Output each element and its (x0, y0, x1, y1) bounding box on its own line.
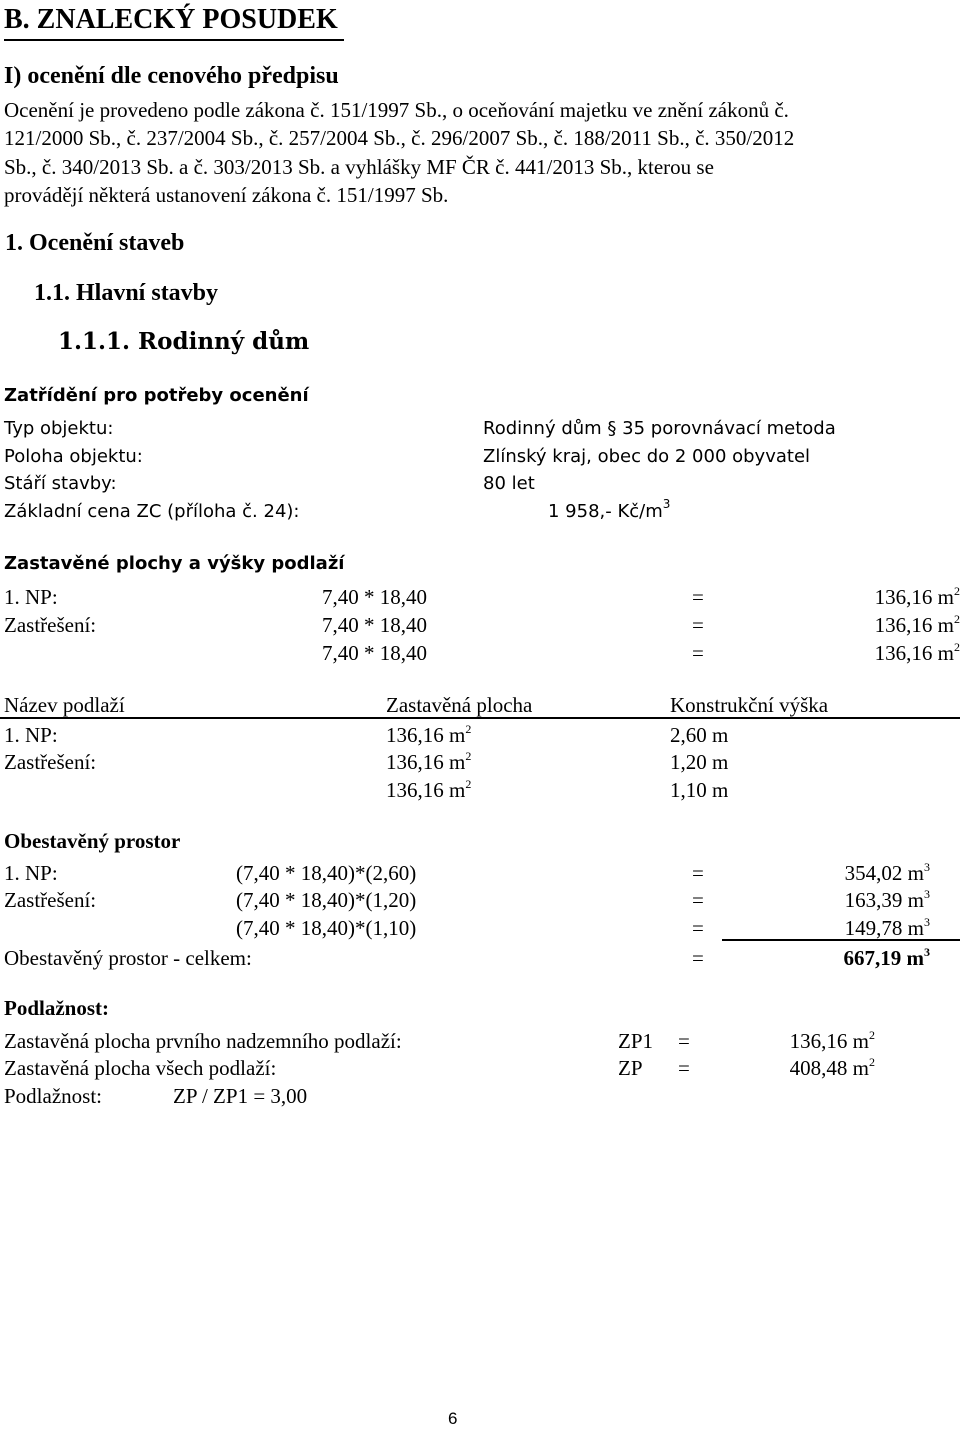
floor-ratio-label: Zastavěná plocha prvního nadzemního podlaží: (4, 1029, 402, 1053)
heading-level-3: 1.1.1. Rodinný dům (58, 328, 310, 355)
table-cell-name: 1. NP: (4, 723, 58, 747)
floor-ratio-code: ZP1 (618, 1029, 654, 1053)
unit-exponent: 2 (869, 1028, 875, 1042)
classification-value: Zlínský kraj, obec do 2 000 obyvatel (483, 446, 811, 467)
classification-value: 80 let (483, 473, 535, 494)
equals-sign: = (692, 613, 704, 637)
built-volume-result: 149,78 $m^3$ (844, 915, 930, 940)
equals-sign: = (692, 641, 704, 665)
built-volume-total: 667,19 $m^3$ (843, 945, 930, 970)
floor-ratio-result: 408,48 $m^2$ (789, 1055, 875, 1080)
built-volume-result: 354,02 $m^3$ (844, 860, 930, 885)
page-number: 6 (448, 1409, 458, 1428)
table-cell-area: 136,16 $m^2$ (386, 722, 472, 747)
floor-area-expression: 7,40 * 18,40 (322, 613, 427, 637)
equals-sign: = (692, 585, 704, 609)
floor-area-label: 1. NP: (4, 585, 58, 609)
unit-exponent: 2 (465, 749, 472, 763)
classification-label: Typ objektu: (4, 418, 114, 439)
floor-ratio-code: ZP (618, 1056, 643, 1080)
table-cell-height: 1,20 m (670, 750, 729, 774)
classification-label: Stáří stavby: (4, 473, 117, 494)
section-heading: I) ocenění dle cenového předpisu (4, 63, 339, 89)
built-volume-expression: (7,40 * 18,40)*(2,60) (236, 861, 417, 885)
built-volume-total-label: Obestavěný prostor - celkem: (4, 946, 252, 970)
table-cell-name: Zastřešení: (4, 750, 97, 774)
document-title: B. ZNALECKÝ POSUDEK (4, 2, 344, 41)
table-header-height: Konstrukční výška (670, 693, 829, 717)
unit-exponent: 3 (924, 915, 930, 929)
unit-exponent: 2 (869, 1055, 875, 1069)
floor-area-result: 136,16 $m^2$ (874, 640, 960, 665)
floor-area-expression: 7,40 * 18,40 (322, 641, 427, 665)
floor-ratio-result-value: ZP / ZP1 = 3,00 (173, 1084, 308, 1108)
unit-exponent: 2 (954, 612, 960, 626)
table-cell-area: 136,16 $m^2$ (386, 749, 472, 774)
equals-sign: = (678, 1029, 690, 1053)
floor-ratio-result-label: Podlažnost: (4, 1084, 102, 1108)
floor-area-expression: 7,40 * 18,40 (322, 585, 427, 609)
table-header-rule (0, 717, 960, 719)
floor-area-result: 136,16 $m^2$ (874, 612, 960, 637)
intro-line: provádějí některá ustanovení zákona č. 151/1997 Sb. (4, 183, 449, 207)
built-volume-result: 163,39 $m^3$ (844, 887, 930, 912)
floor-ratio-result: 136,16 $m^2$ (789, 1028, 875, 1053)
table-cell-height: 1,10 m (670, 778, 729, 802)
classification-heading: Zatřídění pro potřeby ocenění (4, 385, 309, 406)
table-cell-height: 2,60 m (670, 723, 729, 747)
floor-area-label: Zastřešení: (4, 613, 97, 637)
heading-level-2: 1.1. Hlavní stavby (34, 280, 219, 306)
built-volume-label: 1. NP: (4, 861, 58, 885)
unit-exponent: 3 (924, 945, 930, 959)
unit-exponent: 3 (924, 887, 930, 901)
unit-exponent: 3 (924, 860, 930, 874)
floor-area-result: 136,16 $m^2$ (874, 584, 960, 609)
classification-label: Základní cena ZC (příloha č. 24): (4, 501, 300, 522)
equals-sign: = (692, 946, 704, 970)
built-volume-expression: (7,40 * 18,40)*(1,10) (236, 916, 417, 940)
intro-line: Ocenění je provedeno podle zákona č. 151/1997 Sb., o oceňování majetku ve znění zákonů č. (4, 98, 789, 122)
intro-line: 121/2000 Sb., č. 237/2004 Sb., č. 257/2004 Sb., č. 296/2007 Sb., č. 188/2011 Sb., č. 350/2012 (4, 126, 795, 150)
classification-label: Poloha objektu: (4, 446, 143, 467)
unit-exponent: 2 (954, 640, 960, 654)
floor-ratio-heading: Podlažnost: (4, 996, 109, 1020)
built-volume-label: Zastřešení: (4, 888, 97, 912)
floor-areas-heading: Zastavěné plochy a výšky podlaží (4, 553, 345, 574)
table-header-area: Zastavěná plocha (386, 693, 533, 717)
unit-exponent: 3 (662, 497, 671, 511)
floor-ratio-label: Zastavěná plocha všech podlaží: (4, 1056, 277, 1080)
unit-exponent: 2 (465, 722, 472, 736)
sum-rule (722, 939, 960, 941)
classification-value: Rodinný dům § 35 porovnávací metoda (483, 418, 836, 439)
equals-sign: = (678, 1056, 690, 1080)
heading-level-1: 1. Ocenění staveb (5, 230, 185, 256)
built-volume-expression: (7,40 * 18,40)*(1,20) (236, 888, 417, 912)
unit-exponent: 2 (465, 777, 472, 791)
table-cell-area: 136,16 $m^2$ (386, 777, 472, 802)
table-header-name: Název podlaží (4, 693, 125, 717)
intro-line: Sb., č. 340/2013 Sb. a č. 303/2013 Sb. a vyhlášky MF ČR č. 441/2013 Sb., kterou se (4, 155, 714, 179)
unit-exponent: 2 (954, 584, 960, 598)
equals-sign: = (692, 916, 704, 940)
equals-sign: = (692, 888, 704, 912)
built-volume-heading: Obestavěný prostor (4, 829, 181, 853)
base-price-value: 1 958,- $Kč/m^3$ (548, 497, 671, 522)
equals-sign: = (692, 861, 704, 885)
